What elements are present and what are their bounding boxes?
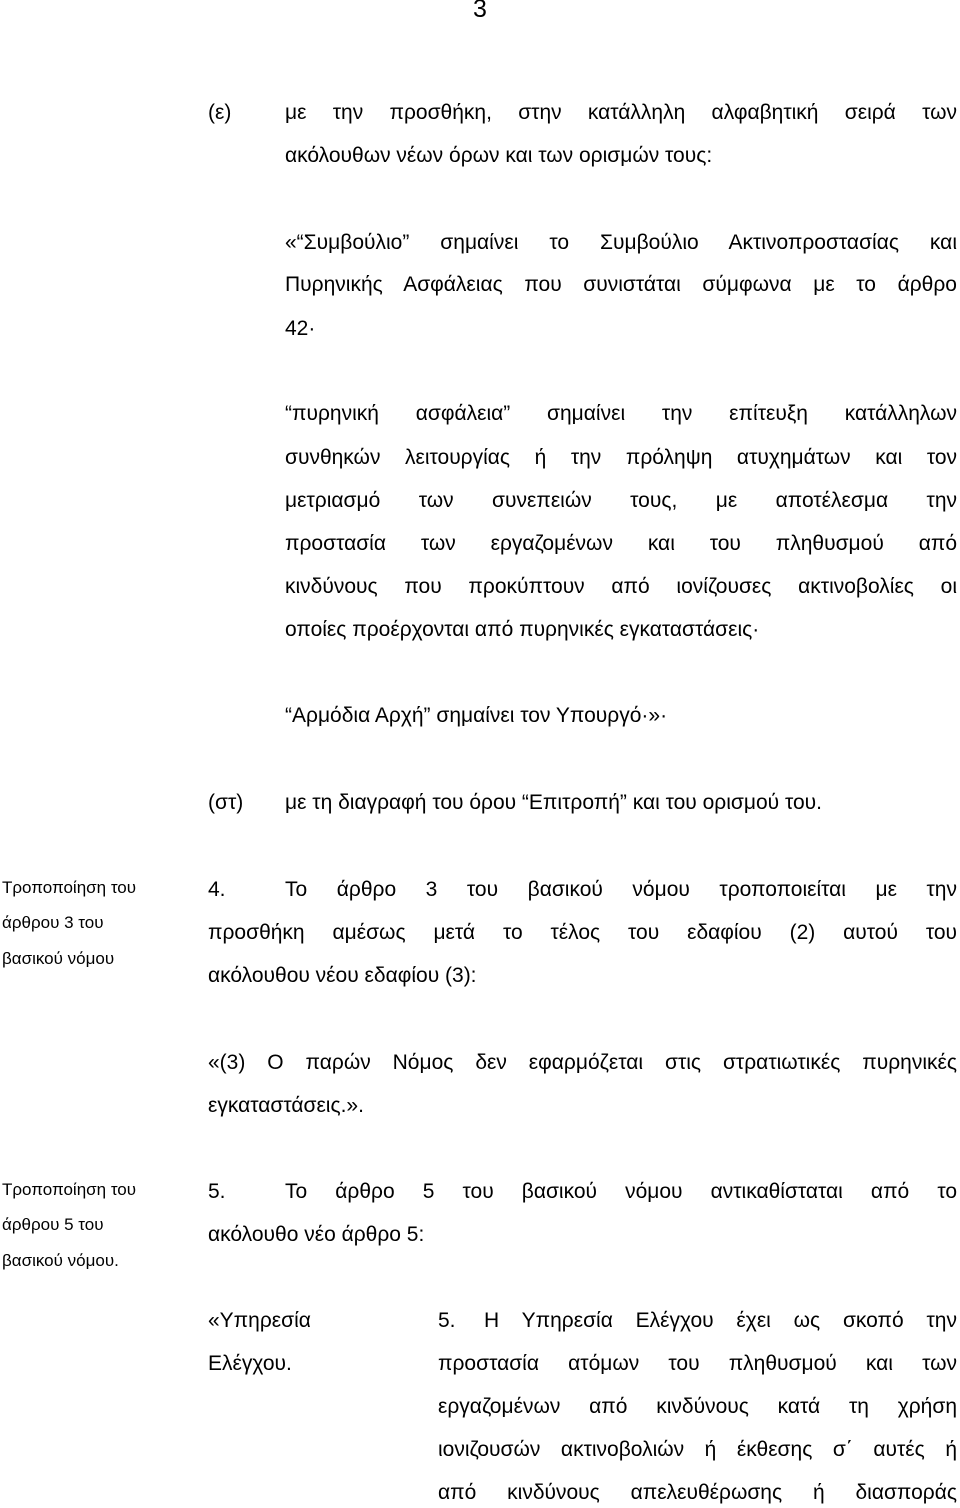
section-4-quote-line-1: «(3) Ο παρών Νόμος δεν εφαρμόζεται στις στρατιωτικές πυρηνικές [208, 1051, 957, 1074]
section-5-line-1: Το άρθρο 5 του βασικού νόμου αντικαθίσταται από το [285, 1180, 957, 1203]
section-5-margin-note-line-2: άρθρου 5 του [2, 1215, 104, 1234]
section-5-margin-note-line-1: Τροποποίηση του [2, 1180, 137, 1199]
section-4-line-2: προσθήκη αμέσως μετά το τέλος του εδαφίου (2) αυτού του [208, 921, 957, 944]
item-e-marker: (ε) [208, 101, 232, 124]
new-article-line-2: προστασία ατόμων του πληθυσμού και των [438, 1352, 957, 1375]
definition-nuclear-safety-line-4: προστασία των εργαζομένων και του πληθυσμού από [285, 532, 957, 555]
new-article-line-3: εργαζομένων από κινδύνους κατά τη χρήση [438, 1395, 957, 1418]
definition-nuclear-safety-line-2: συνθηκών λειτουργίας ή την πρόληψη ατυχημάτων και τον [285, 446, 957, 469]
item-st-text: με τη διαγραφή του όρου “Επιτροπή” και του ορισμού του. [285, 791, 822, 814]
definition-council-line-1: «“Συμβούλιο” σημαίνει το Συμβούλιο Ακτινοπροστασίας και [285, 231, 957, 254]
section-4-line-3: ακόλουθου νέου εδαφίου (3): [208, 964, 477, 987]
page-number: 3 [473, 0, 487, 23]
section-4-line-1: Το άρθρο 3 του βασικού νόμου τροποποιείται με την [285, 878, 957, 901]
new-article-line-5: από κινδύνους απελευθέρωσης ή διασποράς [438, 1481, 957, 1504]
section-4-margin-note-line-2: άρθρου 3 του [2, 913, 104, 932]
section-5-margin-note-line-3: βασικού νόμου. [2, 1251, 119, 1270]
new-article-number: 5. [438, 1309, 456, 1332]
item-st-marker: (στ) [208, 791, 244, 814]
section-4-margin-note-line-1: Τροποποίηση του [2, 878, 137, 897]
definition-nuclear-safety-line-5: κινδύνους που προκύπτουν από ιονίζουσες ακτινοβολίες οι [285, 575, 957, 598]
definition-nuclear-safety-line-3: μετριασμό των συνεπειών τους, με αποτέλεσμα την [285, 489, 957, 512]
section-4-number: 4. [208, 878, 226, 901]
section-5-line-2: ακόλουθο νέο άρθρο 5: [208, 1223, 425, 1246]
item-e-intro-line-2: ακόλουθων νέων όρων και των ορισμών τους: [285, 144, 713, 167]
section-5-number: 5. [208, 1180, 226, 1203]
new-article-heading-line-2: Ελέγχου. [208, 1352, 292, 1375]
section-4-quote-line-2: εγκαταστάσεις.». [208, 1094, 364, 1117]
new-article-heading-line-1: «Υπηρεσία [208, 1309, 311, 1332]
definition-council-line-3: 42· [285, 317, 316, 340]
definition-council-line-2: Πυρηνικής Ασφάλειας που συνιστάται σύμφωνα με το άρθρο [285, 273, 957, 296]
definition-nuclear-safety-line-1: “πυρηνική ασφάλεια” σημαίνει την επίτευξη κατάλληλων [285, 402, 957, 425]
new-article-line-4: ιονιζουσών ακτινοβολιών ή έκθεσης σ΄ αυτές ή [438, 1438, 957, 1461]
section-4-margin-note-line-3: βασικού νόμου [2, 949, 115, 968]
definition-competent-authority: “Αρμόδια Αρχή” σημαίνει τον Υπουργό·»· [285, 704, 668, 727]
new-article-line-1: Η Υπηρεσία Ελέγχου έχει ως σκοπό την [484, 1309, 957, 1332]
item-e-intro-line-1: με την προσθήκη, στην κατάλληλη αλφαβητική σειρά των [285, 101, 957, 124]
definition-nuclear-safety-line-6: οποίες προέρχονται από πυρηνικές εγκαταστάσεις· [285, 618, 760, 641]
